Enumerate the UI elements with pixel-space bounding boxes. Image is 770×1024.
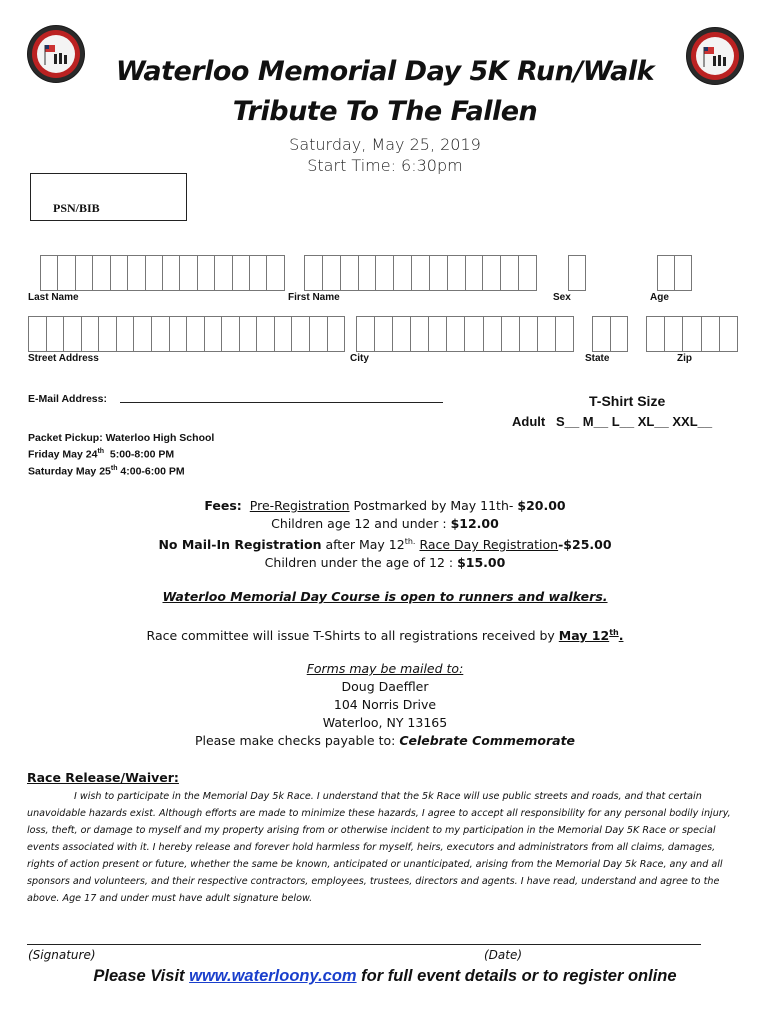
street-address-boxes[interactable] <box>28 316 345 352</box>
char-box[interactable] <box>358 255 376 291</box>
last-name-label: Last Name <box>28 292 79 303</box>
checks-payable: Please make checks payable to: Celebrate Commemorate <box>194 733 576 748</box>
char-box[interactable] <box>592 316 610 352</box>
char-box[interactable] <box>127 255 144 291</box>
date-label: (Date) <box>484 948 523 962</box>
fee-race-day: No Mail-In Registration after May $12^{th.}$ Race Day Registration-$25.00 <box>158 537 612 553</box>
char-box[interactable] <box>500 255 518 291</box>
mail-city: Waterloo, NY 13165 <box>322 715 448 730</box>
char-box[interactable] <box>657 255 674 291</box>
char-box[interactable] <box>518 255 537 291</box>
char-box[interactable] <box>646 316 664 352</box>
char-box[interactable] <box>701 316 719 352</box>
char-box[interactable] <box>169 316 187 352</box>
char-box[interactable] <box>291 316 309 352</box>
mail-block <box>0 660 770 750</box>
char-box[interactable] <box>162 255 179 291</box>
char-box[interactable] <box>256 316 274 352</box>
sex-box[interactable] <box>568 255 586 291</box>
tshirt-title: T-Shirt Size <box>589 393 666 409</box>
char-box[interactable] <box>340 255 358 291</box>
char-box[interactable] <box>555 316 574 352</box>
fees-block <box>0 497 770 572</box>
char-box[interactable] <box>92 255 109 291</box>
char-box[interactable] <box>483 316 501 352</box>
char-box[interactable] <box>232 255 249 291</box>
char-box[interactable] <box>309 316 327 352</box>
char-box[interactable] <box>674 255 692 291</box>
first-name-label: First Name <box>288 292 340 303</box>
char-box[interactable] <box>356 316 374 352</box>
char-box[interactable] <box>179 255 196 291</box>
char-box[interactable] <box>664 316 682 352</box>
char-box[interactable] <box>197 255 214 291</box>
state-boxes[interactable] <box>592 316 628 352</box>
title-line2: Tribute To The Fallen <box>232 96 538 127</box>
char-box[interactable] <box>537 316 555 352</box>
signature-label: (Signature) <box>28 948 96 962</box>
last-name-boxes[interactable] <box>40 255 285 291</box>
packet-line3: Saturday May 25th 4:00-6:00 PM <box>28 464 185 477</box>
char-box[interactable] <box>133 316 151 352</box>
age-label: Age <box>650 292 669 303</box>
char-box[interactable] <box>375 255 393 291</box>
char-box[interactable] <box>447 255 465 291</box>
packet-pickup <box>28 432 214 478</box>
course-note: Waterloo Memorial Day Course is open to runners and walkers. <box>162 589 608 604</box>
char-box[interactable] <box>393 255 411 291</box>
mail-heading: Forms may be mailed to: <box>306 661 464 676</box>
sex-label: Sex <box>553 292 571 303</box>
char-box[interactable] <box>274 316 292 352</box>
char-box[interactable] <box>81 316 99 352</box>
char-box[interactable] <box>116 316 134 352</box>
state-label: State <box>585 353 610 364</box>
char-box[interactable] <box>40 255 57 291</box>
packet-line1: Packet Pickup: Waterloo High School <box>28 432 215 444</box>
age-boxes[interactable] <box>657 255 692 291</box>
char-box[interactable] <box>110 255 127 291</box>
char-box[interactable] <box>266 255 284 291</box>
city-label: City <box>350 353 369 364</box>
fee-children-race-day: Children under the age of 12 : $15.00 <box>264 555 506 571</box>
fee-prereg: Fees: Pre-Registration Postmarked by May 11th- $20.00 <box>204 498 566 513</box>
footer-text: Please Visit www.waterloony.com for full event details or to register online <box>93 967 677 985</box>
tshirt-sizes[interactable]: Adult S__ M__ L__ XL__ XXL__ <box>512 414 713 429</box>
char-box[interactable] <box>46 316 64 352</box>
event-date: Saturday, May 25, 2019 <box>289 135 481 154</box>
street-label: Street Address <box>28 353 99 364</box>
tshirt-note: Race committee will issue T-Shirts to all registrations received by May 12th. <box>146 628 624 644</box>
mail-name: Doug Daeffler <box>341 679 429 694</box>
waiver-text: I wish to participate in the Memorial Day 5k Race. I understand that the 5k Race will use public streets and roads, and that certain unavoidable hazards exist. Although efforts are made to minimize these hazards, I agree to accept all responsibility for any personal bodily injury, loss, theft, or damage to myself and my property arising from or otherwise incident to my participation in the Memorial Day 5K Race or special events associated with it. I hereby release and forever hold harmless for myself, heirs, executors and administrators from all claims, damages, rights of action present or future, whether the same be known, anticipated or unanticipated, arising from the Memorial Day 5k Race, any and all sponsors and volunteers, and their respective contractors, employees, trustees, directors and agents. I have read, understand and agree to the above. Age 17 and under must have adult signature below. <box>27 791 731 904</box>
first-name-boxes[interactable] <box>304 255 537 291</box>
char-box[interactable] <box>98 316 116 352</box>
char-box[interactable] <box>75 255 92 291</box>
char-box[interactable] <box>411 255 429 291</box>
char-box[interactable] <box>145 255 162 291</box>
email-line[interactable] <box>120 402 443 403</box>
psn-bib-box[interactable] <box>30 173 187 221</box>
signature-line[interactable] <box>27 944 701 945</box>
char-box[interactable] <box>429 255 447 291</box>
title-line1: Waterloo Memorial Day 5K Run/Walk <box>115 56 655 87</box>
zip-label: Zip <box>677 353 692 364</box>
char-box[interactable] <box>519 316 537 352</box>
packet-line2: Friday May 24th 5:00-8:00 PM <box>28 448 175 461</box>
char-box[interactable] <box>304 255 322 291</box>
fee-children-prereg: Children age 12 and under : $12.00 <box>271 516 499 531</box>
char-box[interactable] <box>501 316 519 352</box>
char-box[interactable] <box>428 316 446 352</box>
char-box[interactable] <box>186 316 204 352</box>
char-box[interactable] <box>374 316 392 352</box>
char-box[interactable] <box>28 316 46 352</box>
city-boxes[interactable] <box>356 316 574 352</box>
char-box[interactable] <box>63 316 81 352</box>
char-box[interactable] <box>249 255 266 291</box>
psn-bib-label: PSN/BIB <box>53 201 100 215</box>
start-time: Start Time: 6:30pm <box>307 156 463 175</box>
char-box[interactable] <box>322 255 340 291</box>
char-box[interactable] <box>464 316 482 352</box>
char-box[interactable] <box>392 316 410 352</box>
char-box[interactable] <box>204 316 222 352</box>
char-box[interactable] <box>568 255 586 291</box>
waiver-heading: Race Release/Waiver: <box>27 770 179 785</box>
char-box[interactable] <box>327 316 346 352</box>
char-box[interactable] <box>465 255 483 291</box>
char-box[interactable] <box>239 316 257 352</box>
char-box[interactable] <box>682 316 700 352</box>
zip-boxes[interactable] <box>646 316 738 352</box>
website-link[interactable]: www.waterloony.com <box>189 967 357 985</box>
char-box[interactable] <box>214 255 231 291</box>
char-box[interactable] <box>57 255 74 291</box>
char-box[interactable] <box>610 316 629 352</box>
char-box[interactable] <box>719 316 738 352</box>
char-box[interactable] <box>446 316 464 352</box>
mail-street: 104 Norris Drive <box>333 697 437 712</box>
email-label: E-Mail Address: <box>28 393 107 405</box>
char-box[interactable] <box>151 316 169 352</box>
char-box[interactable] <box>410 316 428 352</box>
char-box[interactable] <box>221 316 239 352</box>
char-box[interactable] <box>482 255 500 291</box>
